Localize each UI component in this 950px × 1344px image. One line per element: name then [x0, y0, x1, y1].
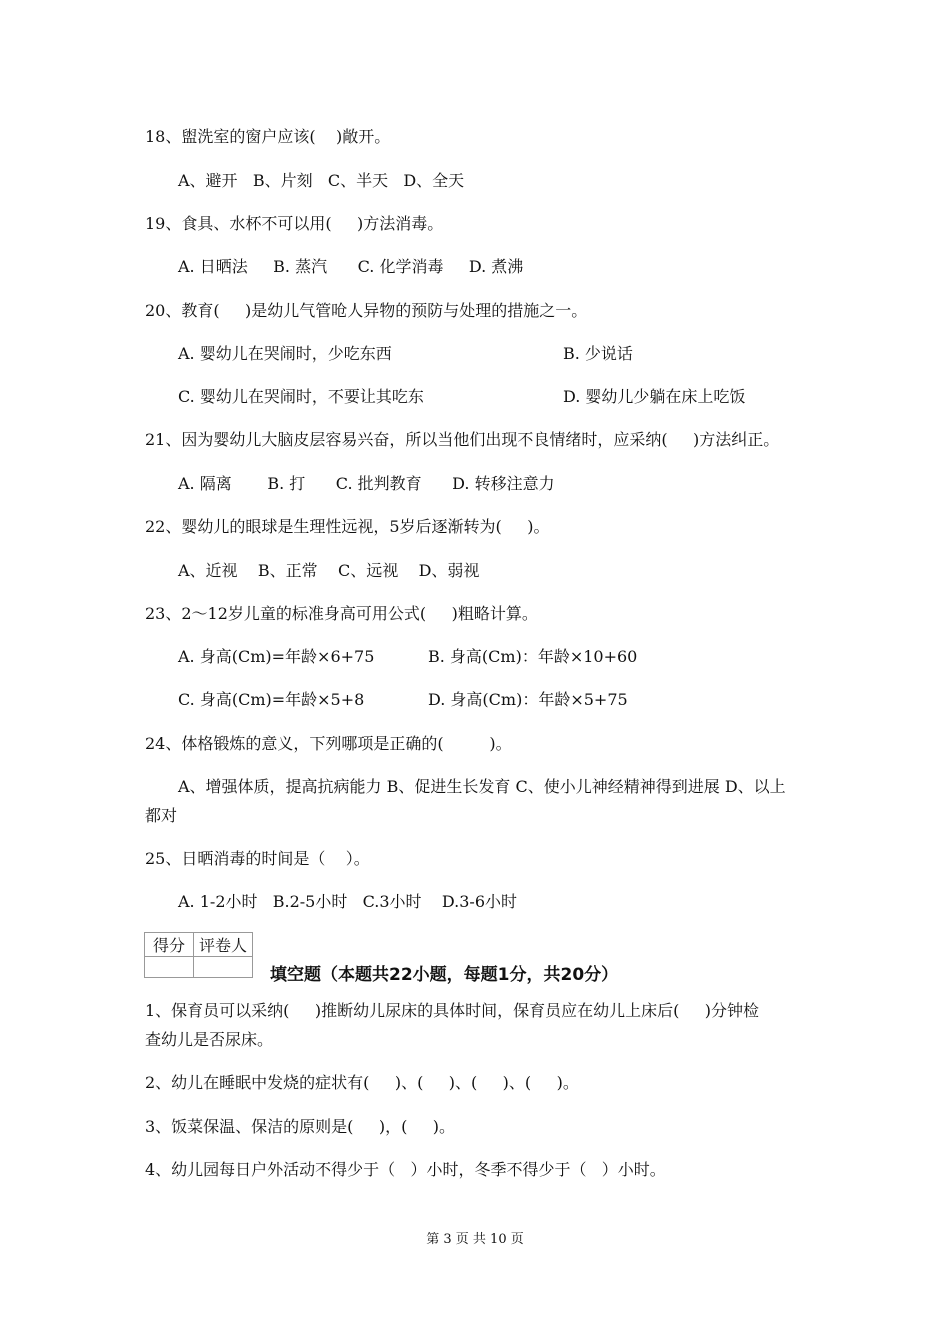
grader-header: 评卷人 [194, 933, 253, 957]
question-18-stem: 18、盥洗室的窗户应该( )敞开。 [145, 127, 391, 146]
question-19-stem: 19、食具、水杯不可以用( )方法消毒。 [145, 214, 444, 233]
question-20-option-b: B. 少说话 [563, 344, 633, 363]
question-22-stem: 22、婴幼儿的眼球是生理性远视，5岁后逐渐转为( )。 [145, 517, 550, 536]
question-23-option-b: B. 身高(Cm)：年龄×10+60 [428, 647, 638, 666]
score-header: 得分 [145, 933, 194, 957]
question-23-option-a: A. 身高(Cm)=年龄×6+75 [178, 647, 375, 666]
question-25-stem: 25、日晒消毒的时间是（ ）。 [145, 849, 370, 868]
fill-question-3: 3、饭菜保温、保洁的原则是( )，( )。 [145, 1117, 456, 1136]
question-19-options: A. 日晒法 B. 蒸汽 C. 化学消毒 D. 煮沸 [178, 257, 524, 276]
question-21-options: A. 隔离 B. 打 C. 批判教育 D. 转移注意力 [178, 474, 555, 493]
question-22-options: A、近视 B、正常 C、远视 D、弱视 [178, 561, 480, 580]
fill-question-1-continued: 查幼儿是否尿床。 [145, 1030, 274, 1049]
score-table [144, 932, 253, 978]
grader-cell [194, 957, 253, 978]
question-23-option-d: D. 身高(Cm)：年龄×5+75 [428, 690, 628, 709]
question-21-stem: 21、因为婴幼儿大脑皮层容易兴奋，所以当他们出现不良情绪时，应采纳( )方法纠正。 [145, 430, 780, 449]
question-18-options: A、避开 B、片刻 C、半天 D、全天 [178, 171, 465, 190]
page-footer: 第 3 页 共 10 页 [426, 1232, 524, 1247]
fill-question-2: 2、幼儿在睡眠中发烧的症状有( )、( )、( )、( )。 [145, 1073, 579, 1092]
question-20-option-a: A. 婴幼儿在哭闹时，少吃东西 [178, 344, 392, 363]
fill-question-1: 1、保育员可以采纳( )推断幼儿尿床的具体时间，保育员应在幼儿上床后( )分钟检 [145, 1001, 760, 1020]
question-23-stem: 23、2～12岁儿童的标准身高可用公式( )粗略计算。 [145, 604, 538, 623]
question-20-option-d: D. 婴幼儿少躺在床上吃饭 [563, 387, 746, 406]
score-cell [145, 957, 194, 978]
question-24-options: A、增强体质，提高抗病能力 B、促进生长发育 C、使小儿神经精神得到进展 D、以上 [178, 777, 786, 796]
question-20-stem: 20、教育( )是幼儿气管呛人异物的预防与处理的措施之一。 [145, 301, 588, 320]
question-24-stem: 24、体格锻炼的意义，下列哪项是正确的( )。 [145, 734, 512, 753]
question-24-options-continued: 都对 [145, 806, 178, 825]
fill-question-4: 4、幼儿园每日户外活动不得少于（ ）小时，冬季不得少于（ ）小时。 [145, 1160, 666, 1179]
question-25-options: A. 1-2小时 B.2-5小时 C.3小时 D.3-6小时 [178, 892, 518, 911]
question-20-option-c: C. 婴幼儿在哭闹时，不要让其吃东 [178, 387, 424, 406]
question-23-option-c: C. 身高(Cm)=年龄×5+8 [178, 690, 365, 709]
section-title: 填空题（本题共22小题，每题1分，共20分） [270, 965, 619, 985]
